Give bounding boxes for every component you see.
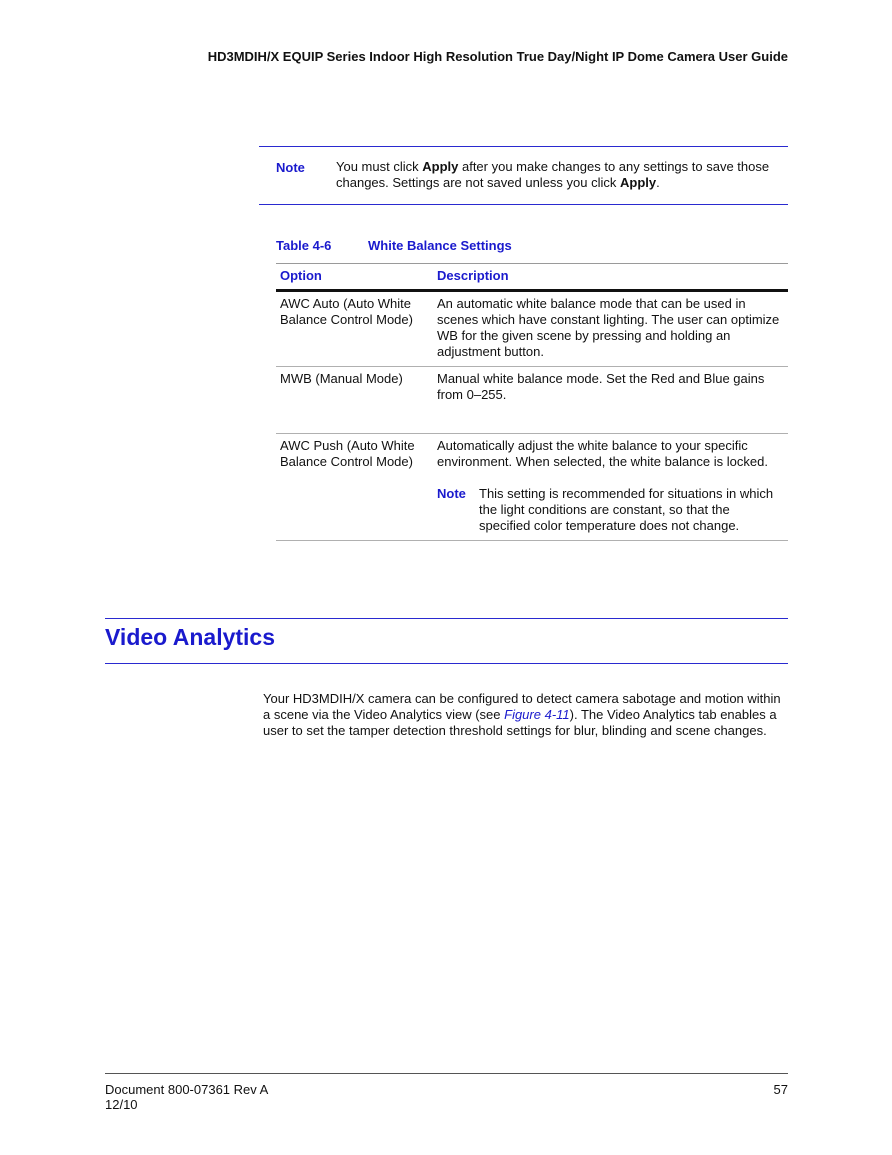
footer-document-info (105, 1082, 268, 1112)
cell-note-label: Note (437, 486, 466, 501)
paragraph-text: Your HD3MDIH/X camera can be configured to detect camera sabotage and motion within a scene via the Video Analytics view (see (263, 691, 781, 722)
column-header-description: Description (433, 264, 788, 291)
description-cell: An automatic white balance mode that can be used in scenes which have constant lighting. The user can optimize WB for the given scene by pressing and holding an adjustment button. (433, 291, 788, 367)
paragraph-text: ). The Video Analytics tab enables a user to set the tamper detection threshold settings for blur, blinding and scene changes. (263, 707, 777, 738)
table-title: White Balance Settings (368, 238, 512, 253)
section-divider-bottom (105, 663, 788, 664)
note-text-part: after you make changes to any settings to save those changes. Settings are not saved unless you click (336, 159, 770, 190)
note-text-part: . (656, 175, 660, 190)
cell-note (437, 486, 784, 534)
running-header: HD3MDIH/X EQUIP Series Indoor High Resolution True Day/Night IP Dome Camera User Guide (207, 49, 788, 64)
table-number: Table 4-6 (276, 238, 332, 253)
description-text: Automatically adjust the white balance to your specific environment. When selected, the white balance is locked. (437, 438, 768, 469)
note-box (259, 146, 788, 205)
figure-link[interactable]: Figure 4-11 (504, 707, 570, 722)
note-text (336, 159, 788, 191)
table-row (276, 434, 788, 541)
page-number: 57 (773, 1082, 788, 1097)
footer-divider (105, 1073, 788, 1074)
table-row (276, 367, 788, 434)
column-header-option: Option (276, 264, 433, 291)
description-cell: Manual white balance mode. Set the Red and Blue gains from 0–255. (433, 367, 788, 434)
cell-note-text: This setting is recommended for situations in which the light conditions are constant, so that the specified color temperature does not change. (479, 486, 774, 533)
apply-keyword: Apply (422, 159, 459, 174)
table-caption (276, 238, 512, 253)
white-balance-table (276, 263, 788, 541)
option-cell: MWB (Manual Mode) (276, 367, 433, 434)
option-cell: AWC Auto (Auto White Balance Control Mode) (276, 291, 433, 367)
note-text-part: You must click (336, 159, 423, 174)
note-label: Note (276, 160, 305, 175)
document-date: 12/10 (105, 1097, 138, 1112)
section-heading: Video Analytics (105, 624, 276, 650)
table-header-row (276, 264, 788, 291)
section-divider-top (105, 618, 788, 619)
description-cell (433, 434, 788, 541)
document-number: Document 800-07361 Rev A (105, 1082, 269, 1097)
apply-keyword: Apply (620, 175, 657, 190)
option-cell: AWC Push (Auto White Balance Control Mode) (276, 434, 433, 541)
body-paragraph (263, 691, 788, 739)
table-row (276, 291, 788, 367)
